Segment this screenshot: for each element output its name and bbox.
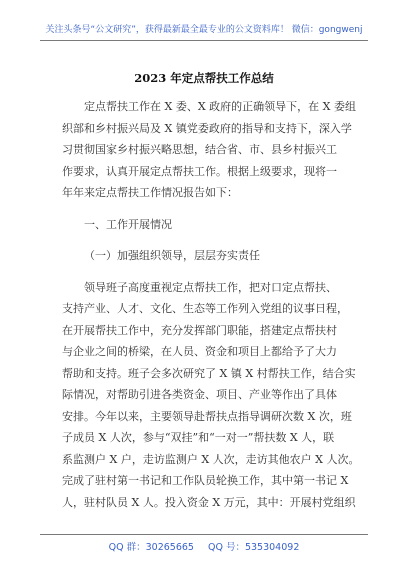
body-line: 与企业之间的桥梁，在人员、资金和项目上都给予了大力: [62, 345, 337, 358]
body-line: 子成员 X 人次，参与“双挂”和“一对一”帮扶数 X 人，联: [62, 431, 335, 444]
header-banner: 关注头条号“公文研究”，获得最新最全最专业的公文资料库！ 微信：gongwenj: [45, 25, 363, 35]
paragraph-gap: [62, 267, 358, 277]
body-line: 领导班子高度重视定点帮扶工作，把对口定点帮扶、: [84, 280, 337, 294]
footer-divider: [40, 534, 368, 535]
intro-line: 定点帮扶工作在 X 委、X 政府的正确领导下，在 X 委组: [84, 100, 356, 113]
subsection-heading: （一）加强组织领导，层层夯实责任: [84, 249, 260, 262]
header-divider: [40, 40, 368, 41]
intro-line: 作要求，认真开展定点帮扶工作。根据上级要求，现将一: [62, 164, 337, 178]
document-body: [62, 96, 358, 513]
intro-line: 年年来定点帮扶工作情况报告如下：: [62, 186, 238, 199]
section-heading: 一、工作开展情况: [84, 217, 172, 231]
paragraph-gap: [62, 235, 358, 245]
body-line: 完成了驻村第一书记和工作队员轮换工作，其中第一书记 X: [62, 474, 349, 487]
body-line: 支持产业、人才、文化、生态等工作列入党组的议事日程，: [62, 302, 348, 315]
document-title: 2023 年定点帮扶工作总结: [134, 71, 274, 85]
body-line: 人，驻村队员 X 人。投入资金 X 万元，其中：开展村党组织: [62, 495, 356, 509]
intro-line: 织部和乡村振兴局及 X 镇党委政府的指导和支持下，深入学: [62, 121, 352, 135]
body-line: 系监测户 X 户，走访监测户 X 人次，走访其他农户 X 人次。: [62, 452, 360, 466]
paragraph-gap: [62, 204, 358, 214]
body-line: 安排。今年以来，主要领导赴帮扶点指导调研次数 X 次，班: [62, 409, 352, 423]
body-line: 帮助和支持。班子会多次研究了 X 镇 X 村帮扶工作，结合实: [62, 366, 356, 380]
footer-qq-number: QQ 号：535304092: [207, 542, 300, 553]
intro-line: 习贯彻国家乡村振兴略思想，结合省、市、县乡村振兴工: [62, 143, 337, 156]
footer: [0, 539, 408, 553]
footer-qq-group: QQ 群：30265665: [108, 542, 194, 553]
body-line: 在开展帮扶工作中，充分发挥部门职能，搭建定点帮扶村: [62, 323, 337, 337]
body-line: 际情况，对帮助引进各类资金、项目、产业等作出了具体: [62, 388, 337, 401]
